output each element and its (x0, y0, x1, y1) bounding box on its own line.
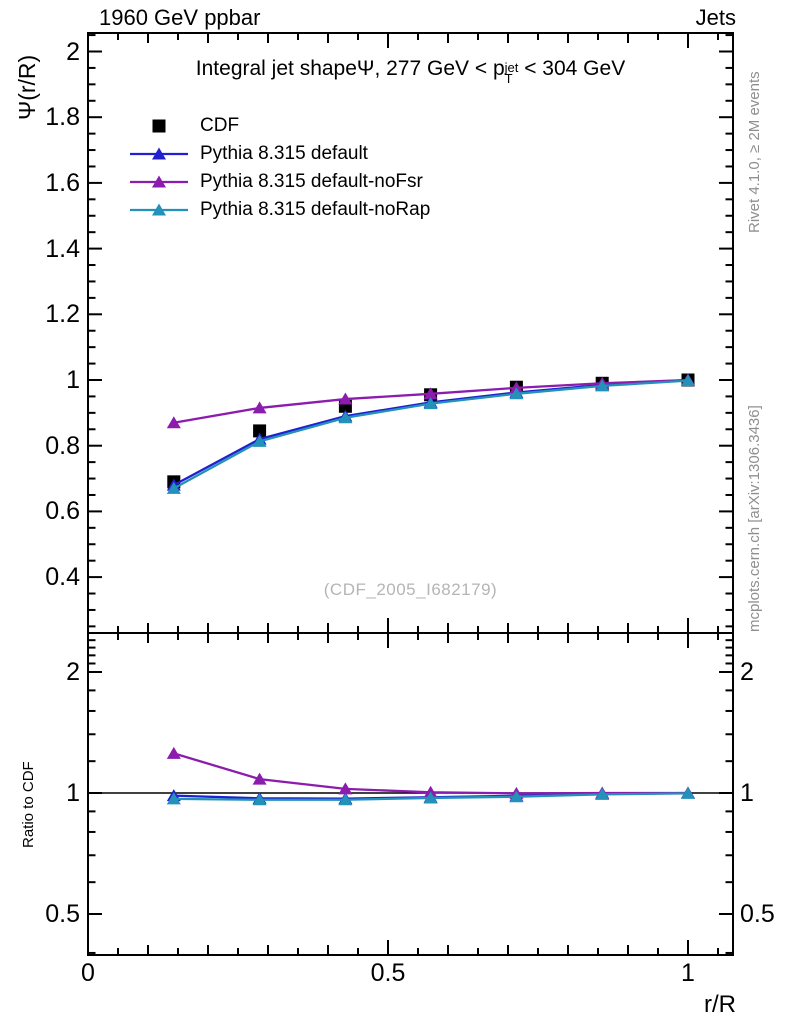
title-mid: , 277 GeV < p (374, 57, 505, 80)
ratio-y-tick-label-left: 0.5 (45, 900, 80, 928)
x-tick-label: 0.5 (370, 959, 406, 987)
analysis-id-watermark: (CDF_2005_I682179) (323, 580, 498, 599)
legend-item (128, 140, 430, 168)
ratio-y-axis-label: Ratio to CDF (20, 761, 37, 848)
title-prefix: Integral jet shape (195, 57, 357, 80)
legend (128, 112, 430, 224)
legend-label: Pythia 8.315 default-noRap (200, 199, 431, 220)
main-y-tick-label: 0.8 (45, 432, 80, 460)
main-y-tick-label: 0.6 (45, 497, 80, 525)
ratio-y-tick-label-right: 0.5 (740, 900, 775, 928)
main-y-tick-label: 1.4 (45, 235, 80, 263)
triangle-marker-icon (128, 201, 190, 219)
title-suffix: < 304 GeV (518, 57, 626, 80)
pt-superscript: jet (504, 60, 519, 75)
main-y-axis-label: Ψ(r/R) (14, 54, 40, 120)
main-y-tick-label: 1.6 (45, 169, 80, 197)
ratio-y-tick-label-right: 1 (740, 779, 754, 807)
legend-item (128, 196, 430, 224)
x-tick-label: 1 (681, 959, 695, 987)
mcplots-citation-note: mcplots.cern.ch [arXiv:1306.3436] (746, 405, 763, 632)
triangle-marker-icon (128, 173, 190, 191)
x-tick-label: 0 (81, 959, 95, 987)
x-axis-label: r/R (704, 991, 736, 1018)
square-marker-icon (128, 117, 190, 135)
ratio-y-tick-label-left: 1 (66, 779, 80, 807)
triangle-marker-icon (128, 145, 190, 163)
ratio-y-tick-label-left: 2 (66, 658, 80, 686)
legend-label: CDF (200, 115, 240, 136)
main-y-tick-label: 0.4 (45, 563, 80, 591)
main-y-tick-label: 1.2 (45, 300, 80, 328)
legend-item (128, 168, 430, 196)
ratio-y-tick-label-right: 2 (740, 658, 754, 686)
plot-title (88, 57, 733, 84)
main-y-tick-label: 2 (66, 38, 80, 66)
pt-subscript: T (504, 71, 513, 86)
main-y-tick-label: 1 (66, 366, 80, 394)
pt-sub-sup (505, 62, 519, 84)
legend-label: Pythia 8.315 default (200, 143, 368, 164)
title-psi: Ψ (356, 57, 375, 80)
main-y-tick-label: 1.8 (45, 103, 80, 131)
analysis-header: Jets (695, 5, 736, 30)
legend-item (128, 112, 430, 140)
legend-label: Pythia 8.315 default-noFsr (200, 171, 423, 192)
rivet-version-note: Rivet 4.1.0, ≥ 2M events (746, 71, 763, 233)
beam-header: 1960 GeV ppbar (99, 5, 261, 30)
